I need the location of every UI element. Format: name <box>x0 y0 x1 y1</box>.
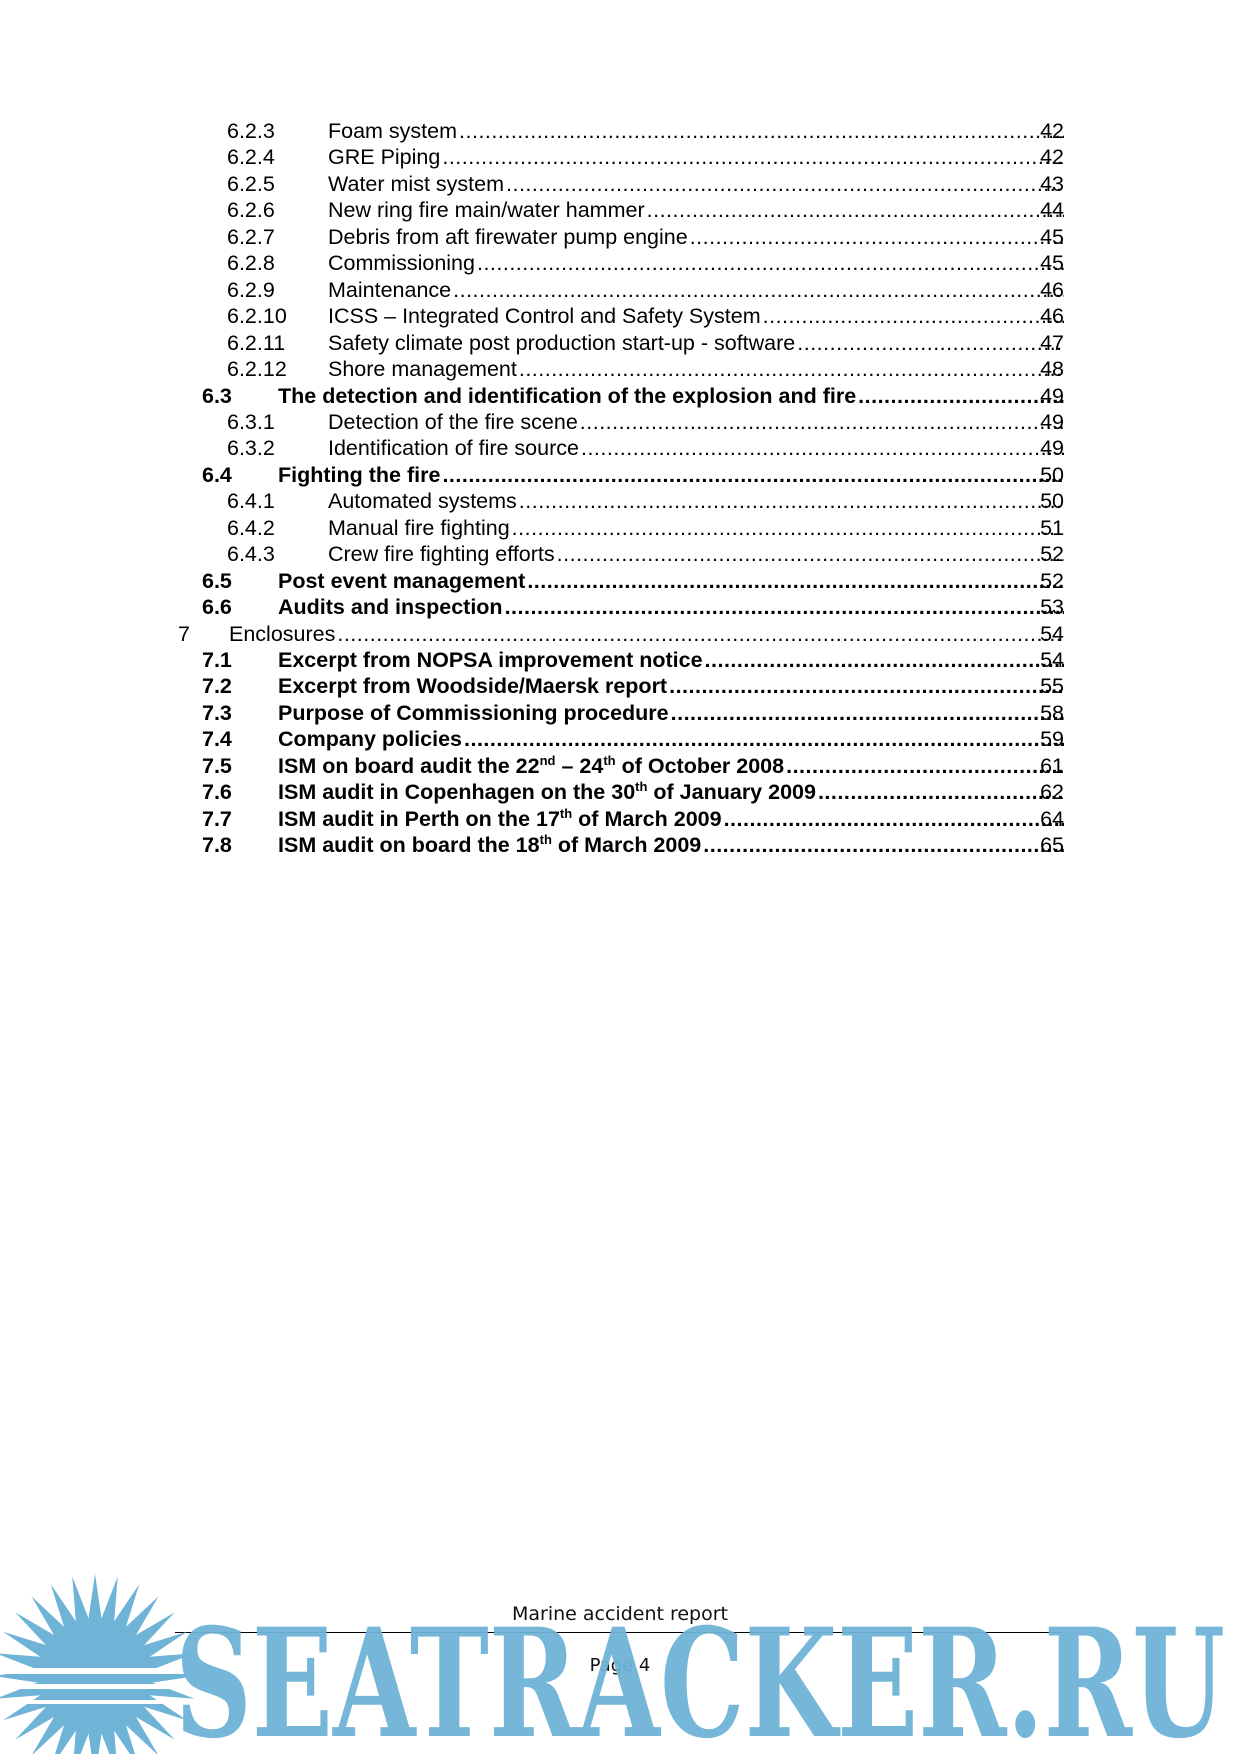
toc-entry-page: 51 <box>1040 515 1064 540</box>
watermark-logo <box>0 1568 1240 1754</box>
toc-dot-leader <box>519 356 1064 382</box>
title-fragment: ISM audit in Copenhagen on the 30 <box>278 780 636 805</box>
toc-entry[interactable] <box>0 144 1240 170</box>
toc-entry[interactable] <box>0 647 1240 673</box>
toc-dot-leader <box>786 753 1064 779</box>
toc-entry-title: Post event management <box>278 568 526 593</box>
toc-entry-title <box>278 753 786 779</box>
toc-entry[interactable] <box>0 488 1240 514</box>
toc-dot-leader <box>669 673 1064 699</box>
toc-entry[interactable] <box>0 594 1240 620</box>
toc-entry-title: Purpose of Commissioning procedure <box>278 700 669 725</box>
ordinal-suffix: th <box>539 832 552 848</box>
toc-dot-leader <box>703 832 1064 858</box>
toc-entry-title: Fighting the fire <box>278 462 441 487</box>
toc-entry[interactable] <box>0 726 1240 752</box>
toc-entry-page: 48 <box>1040 357 1064 382</box>
toc-entry-number: 6.6 <box>202 595 232 620</box>
toc-entry-page: 59 <box>1040 727 1064 752</box>
toc-entry-number: 6.2.3 <box>227 119 275 143</box>
toc-entry-title <box>278 779 818 805</box>
toc-entry-number: 6.2.10 <box>227 304 287 329</box>
toc-entry-page: 46 <box>1040 277 1064 302</box>
toc-entry-title: Detection of the fire scene <box>328 409 578 434</box>
title-fragment: of January 2009 <box>647 780 816 805</box>
toc-entry-page: 58 <box>1040 700 1064 725</box>
toc-entry-title: Foam system <box>328 119 458 143</box>
toc-entry-title: Automated systems <box>328 489 517 514</box>
toc-dot-leader <box>337 621 1064 647</box>
toc-entry-page: 54 <box>1040 621 1064 646</box>
toc-entry-title: Commissioning <box>328 251 475 276</box>
toc-entry[interactable] <box>0 224 1240 250</box>
toc-dot-leader <box>512 515 1064 541</box>
toc-entry-number: 6.2.6 <box>227 198 275 223</box>
toc-entry-number: 7.7 <box>202 806 232 831</box>
toc-entry-page: 52 <box>1040 542 1064 567</box>
toc-entry-page: 43 <box>1040 171 1064 196</box>
toc-entry-title: Identification of fire source <box>328 436 579 461</box>
toc-dot-leader <box>858 383 1064 409</box>
toc-entry-number: 6.3.2 <box>227 436 275 461</box>
toc-entry-number: 7.1 <box>202 648 232 672</box>
toc-entry-page: 50 <box>1040 489 1064 514</box>
toc-entry[interactable] <box>0 806 1240 832</box>
toc-entry-page: 46 <box>1040 304 1064 329</box>
toc-dot-leader <box>453 277 1064 303</box>
toc-entry-title: Enclosures <box>229 621 336 646</box>
toc-entry-number: 7.2 <box>202 674 232 699</box>
toc-entry-title: Maintenance <box>328 277 452 302</box>
toc-dot-leader <box>763 303 1064 329</box>
toc-entry-page: 45 <box>1040 224 1064 249</box>
toc-entry[interactable] <box>0 779 1240 805</box>
toc-entry-number: 7.3 <box>202 700 232 725</box>
toc-entry[interactable] <box>0 832 1240 858</box>
toc-entry[interactable] <box>0 171 1240 197</box>
toc-entry[interactable] <box>0 462 1240 488</box>
toc-entry-title: Water mist system <box>328 171 504 196</box>
toc-entry-title: GRE Piping <box>328 145 441 170</box>
toc-entry[interactable] <box>0 435 1240 461</box>
toc-entry-number: 6.4.2 <box>227 515 275 540</box>
toc-entry-number: 6.3 <box>202 383 232 408</box>
title-fragment: ISM audit in Perth on the 17 <box>278 806 560 831</box>
toc-entry-title: Crew fire fighting efforts <box>328 542 555 567</box>
title-fragment: of March 2009 <box>572 806 722 831</box>
ordinal-suffix: th <box>603 752 616 768</box>
toc-entry[interactable] <box>0 330 1240 356</box>
toc-dot-leader <box>459 118 1064 144</box>
toc-entry-title: Excerpt from NOPSA improvement notice <box>278 648 703 672</box>
toc-entry-page: 42 <box>1040 145 1064 170</box>
toc-entry-number: 6.5 <box>202 568 232 593</box>
ordinal-suffix: th <box>559 805 573 821</box>
toc-dot-leader <box>647 197 1064 223</box>
toc-entry-number: 7.8 <box>202 833 232 858</box>
toc-entry-title <box>278 832 703 858</box>
toc-entry-number: 6.2.4 <box>227 145 275 170</box>
toc-dot-leader <box>705 647 1064 673</box>
toc-entry-number: 6.4 <box>202 462 232 487</box>
toc-entry-number: 6.2.8 <box>227 251 275 276</box>
toc-entry-page: 65 <box>1040 833 1064 858</box>
toc-entry[interactable] <box>0 383 1240 409</box>
toc-dot-leader <box>464 726 1064 752</box>
toc-dot-leader <box>580 409 1064 435</box>
toc-entry-title <box>278 806 724 832</box>
toc-entry-title: Audits and inspection <box>278 595 503 620</box>
toc-dot-leader <box>527 568 1064 594</box>
toc-entry[interactable] <box>0 356 1240 382</box>
toc-entry-title: Company policies <box>278 727 462 752</box>
toc-entry-page: 50 <box>1040 462 1064 487</box>
toc-entry-title: ICSS – Integrated Control and Safety System <box>328 304 761 329</box>
toc-dot-leader <box>505 594 1064 620</box>
toc-entry-page: 47 <box>1040 330 1064 355</box>
toc-entry-number: 7.6 <box>202 780 232 805</box>
toc-entry-page: 52 <box>1040 568 1064 593</box>
toc-entry-title: New ring fire main/water hammer <box>328 198 645 223</box>
toc-entry-number: 7 <box>178 621 190 646</box>
toc-entry-title: The detection and identification of the explosion and fire <box>278 383 857 408</box>
toc-entry[interactable] <box>0 673 1240 699</box>
toc-dot-leader <box>442 462 1064 488</box>
toc-dot-leader <box>690 224 1064 250</box>
footer-page-number: Page 4 <box>589 1655 651 1676</box>
toc-entry[interactable] <box>0 515 1240 541</box>
toc-entry-page: 54 <box>1040 648 1064 672</box>
title-fragment: ISM on board audit the 22 <box>278 753 540 778</box>
title-fragment: of March 2009 <box>551 833 702 858</box>
toc-entry[interactable] <box>0 621 1240 647</box>
toc-entry-page: 49 <box>1040 383 1064 408</box>
toc-entry-page: 62 <box>1040 780 1064 805</box>
toc-entry-number: 7.4 <box>202 727 232 752</box>
toc-dot-leader <box>724 806 1064 832</box>
title-fragment: of October 2008 <box>615 753 785 778</box>
toc-entry[interactable] <box>0 568 1240 594</box>
toc-entry-page: 49 <box>1040 409 1064 434</box>
toc-entry-page: 53 <box>1040 595 1064 620</box>
toc-entry-number: 6.2.11 <box>227 330 286 355</box>
toc-entry-page: 61 <box>1040 753 1064 778</box>
toc-entry[interactable] <box>0 303 1240 329</box>
toc-dot-leader <box>477 250 1064 276</box>
toc-dot-leader <box>581 435 1064 461</box>
toc-entry-page: 44 <box>1040 198 1064 223</box>
toc-dot-leader <box>506 171 1064 197</box>
toc-entry-title: Excerpt from Woodside/Maersk report <box>278 674 668 699</box>
toc-entry[interactable] <box>0 541 1240 567</box>
toc-entry-page: 45 <box>1040 251 1064 276</box>
toc-dot-leader <box>519 488 1064 514</box>
toc-entry[interactable] <box>0 197 1240 223</box>
ordinal-suffix: th <box>635 779 648 795</box>
toc-entry-page: 42 <box>1040 119 1064 143</box>
toc-entry-number: 6.3.1 <box>227 409 275 434</box>
toc-entry-number: 6.2.7 <box>227 224 275 249</box>
toc-entry[interactable] <box>0 250 1240 276</box>
toc-entry-page: 64 <box>1040 806 1064 831</box>
toc-entry-title: Shore management <box>328 357 517 382</box>
toc-entry-page: 55 <box>1040 674 1064 699</box>
toc-dot-leader <box>557 541 1064 567</box>
toc-entry[interactable] <box>0 409 1240 435</box>
toc-entry-title: Debris from aft firewater pump engine <box>328 224 688 249</box>
toc-dot-leader <box>442 144 1064 170</box>
toc-dot-leader <box>797 330 1064 356</box>
toc-entry[interactable] <box>0 753 1240 779</box>
toc-entry-title: Manual fire fighting <box>328 515 510 540</box>
toc-entry-number: 6.2.9 <box>227 277 275 302</box>
toc-entry-number: 6.2.12 <box>227 357 287 382</box>
title-fragment: – 24 <box>555 753 604 778</box>
toc-dot-leader <box>818 779 1064 805</box>
toc-entry-number: 6.4.3 <box>227 542 275 567</box>
ordinal-suffix: nd <box>539 752 556 768</box>
toc-dot-leader <box>671 700 1064 726</box>
toc-entry-title: Safety climate post production start-up - software <box>328 330 796 355</box>
toc-entry[interactable] <box>0 118 1240 144</box>
toc-entry-number: 7.5 <box>202 753 232 778</box>
toc-entry-number: 6.2.5 <box>227 171 275 196</box>
toc-entry[interactable] <box>0 277 1240 303</box>
footer-report-label: Marine accident report <box>511 1603 729 1625</box>
toc-entry[interactable] <box>0 700 1240 726</box>
title-fragment: ISM audit on board the 18 <box>278 833 540 858</box>
watermark-text: SEATRACKER.RU <box>175 1596 1225 1754</box>
toc-entry-number: 6.4.1 <box>227 489 275 514</box>
toc-entry-page: 49 <box>1040 436 1064 461</box>
